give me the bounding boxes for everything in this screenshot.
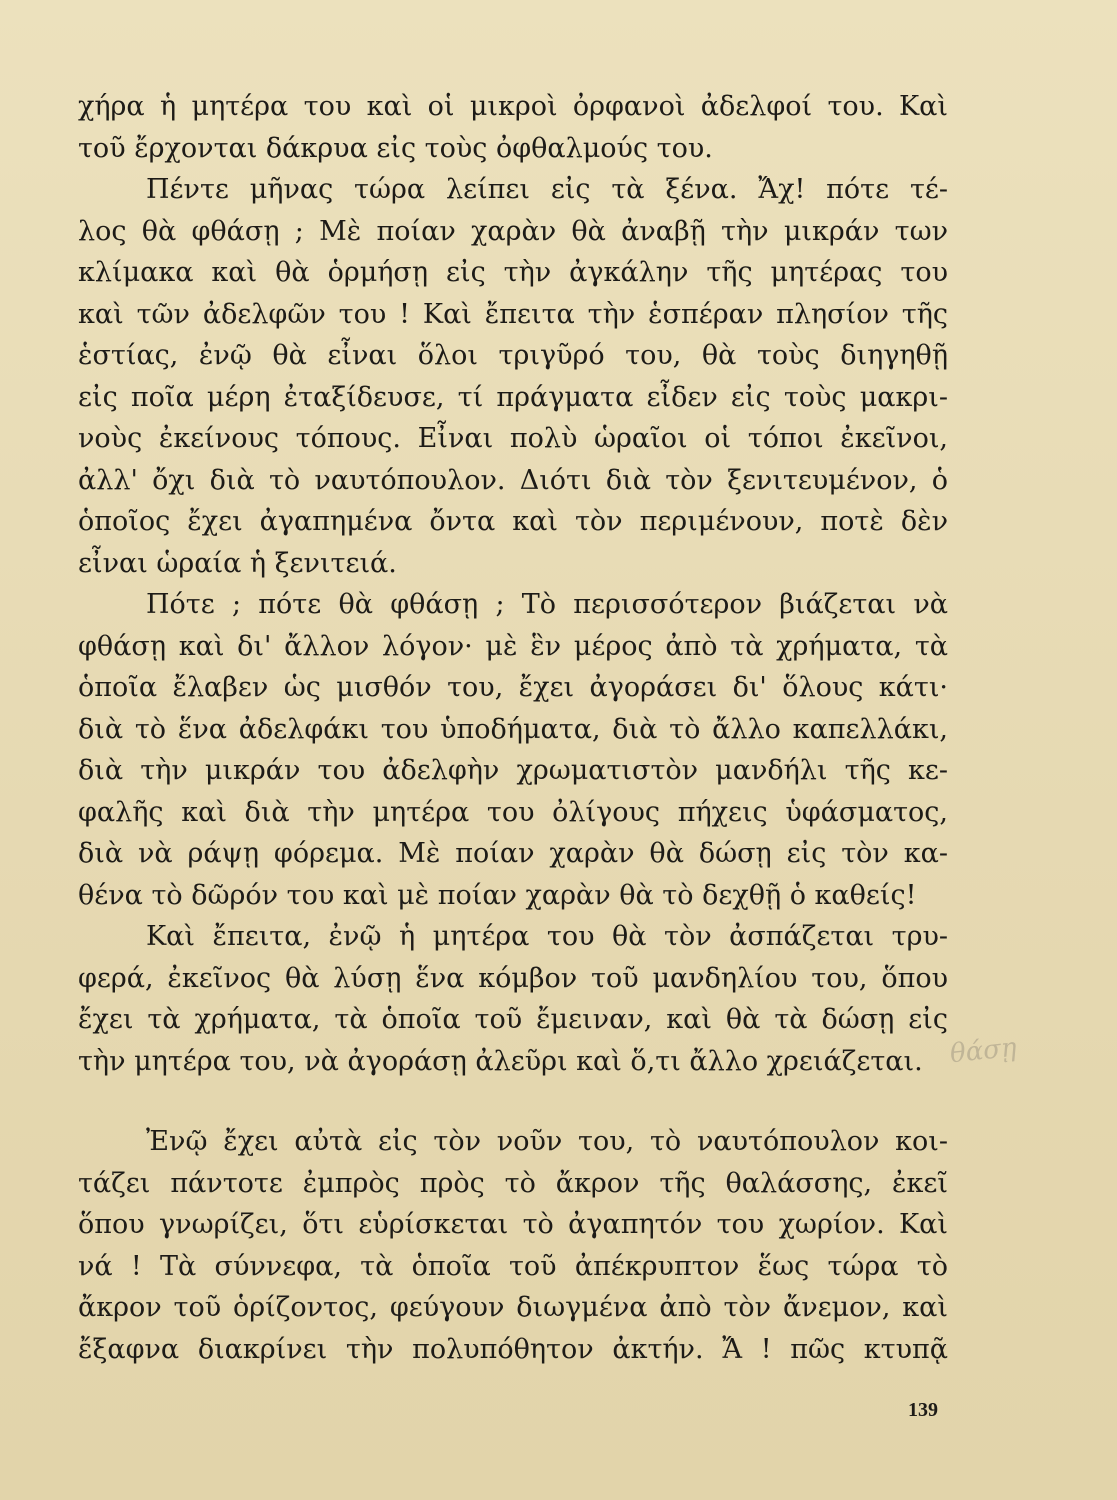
text-line: νά ! Τὰ σύννεφα, τὰ ὁποῖα τοῦ ἀπέκρυπτον ἕως τώρα τὸ (78, 1250, 948, 1282)
page-number: 139 (908, 1399, 938, 1421)
text-line: Πότε ; πότε θὰ φθάσῃ ; Τὸ περισσότερον βιάζεται νὰ (146, 589, 948, 620)
text-line: εἶναι ὡραία ἡ ξενιτειά. (78, 547, 397, 579)
text-line: ἔξαφνα διακρίνει τὴν πολυπόθητον ἀκτήν. Ἄ ! πῶς κτυπᾷ (78, 1333, 948, 1365)
text-line: φαλῆς καὶ διὰ τὴν μητέρα του ὀλίγους πήχεις ὑφάσματος, (78, 796, 948, 828)
text-line: Ἐνῷ ἔχει αὐτὰ εἰς τὸν νοῦν του, τὸ ναυτόπουλον κοι- (146, 1126, 948, 1157)
text-line: διὰ τὸ ἕνα ἀδελφάκι του ὑποδήματα, διὰ τὸ ἄλλο καπελλάκι, (78, 713, 948, 745)
text-line: χήρα ἡ μητέρα του καὶ οἱ μικροὶ ὀρφανοὶ ἀδελφοί του. Καὶ (78, 91, 948, 122)
text-line: τοῦ ἔρχονται δάκρυα εἰς τοὺς ὀφθαλμούς του. (78, 132, 713, 164)
text-line: λος θὰ φθάσῃ ; Μὲ ποίαν χαρὰν θὰ ἀναβῇ τὴν μικράν των (78, 215, 948, 247)
text-line: τὴν μητέρα του, νὰ ἀγοράσῃ ἀλεῦρι καὶ ὅ,τι ἄλλο χρειάζεται. (78, 1045, 923, 1077)
handwritten-margin-note: θάσῃ (948, 1032, 1018, 1070)
text-line: ὅπου γνωρίζει, ὅτι εὑρίσκεται τὸ ἀγαπητόν του χωρίον. Καὶ (78, 1209, 948, 1240)
text-line: κλίμακα καὶ θὰ ὁρμήσῃ εἰς τὴν ἀγκάλην τῆς μητέρας του (78, 257, 948, 288)
text-line: καὶ τῶν ἀδελφῶν του ! Καὶ ἔπειτα τὴν ἑσπέραν πλησίον τῆς (78, 298, 948, 330)
text-line: Καὶ ἔπειτα, ἐνῷ ἡ μητέρα του θὰ τὸν ἀσπάζεται τρυ- (146, 921, 948, 952)
text-line: διὰ τὴν μικράν του ἀδελφὴν χρωματιστὸν μανδήλι τῆς κε- (78, 755, 948, 786)
text-line: Πέντε μῆνας τώρα λείπει εἰς τὰ ξένα. Ἄχ! πότε τέ- (146, 174, 948, 205)
text-line: διὰ νὰ ράψῃ φόρεμα. Μὲ ποίαν χαρὰν θὰ δώσῃ εἰς τὸν κα- (78, 838, 948, 869)
text-line: ἑστίας, ἐνῷ θὰ εἶναι ὅλοι τριγῦρό του, θὰ τοὺς διηγηθῇ (78, 340, 948, 371)
text-line: φθάσῃ καὶ δι' ἄλλον λόγον· μὲ ἓν μέρος ἀπὸ τὰ χρήματα, τὰ (78, 630, 948, 662)
text-line: ἔχει τὰ χρήματα, τὰ ὁποῖα τοῦ ἔμειναν, καὶ θὰ τὰ δώσῃ εἰς (78, 1004, 948, 1035)
text-line: νοὺς ἐκείνους τόπους. Εἶναι πολὺ ὡραῖοι οἱ τόποι ἐκεῖνοι, (78, 423, 948, 454)
text-line: ἀλλ' ὄχι διὰ τὸ ναυτόπουλον. Διότι διὰ τὸν ξενιτευμένον, ὁ (78, 464, 948, 496)
text-line: τάζει πάντοτε ἐμπρὸς πρὸς τὸ ἄκρον τῆς θαλάσσης, ἐκεῖ (78, 1167, 948, 1199)
text-block-bottom (78, 1121, 948, 1370)
text-line: ἄκρον τοῦ ὁρίζοντος, φεύγουν διωγμένα ἀπὸ τὸν ἄνεμον, καὶ (78, 1292, 948, 1323)
text-block-top (78, 86, 948, 1082)
text-line: ὁποῖος ἔχει ἀγαπημένα ὄντα καὶ τὸν περιμένουν, ποτὲ δὲν (78, 506, 948, 537)
text-line: εἰς ποῖα μέρη ἐταξίδευσε, τί πράγματα εἶδεν εἰς τοὺς μακρι- (78, 381, 948, 413)
text-line: φερά, ἐκεῖνος θὰ λύσῃ ἕνα κόμβον τοῦ μανδηλίου του, ὅπου (78, 962, 948, 994)
text-line: θένα τὸ δῶρόν του καὶ μὲ ποίαν χαρὰν θὰ τὸ δεχθῇ ὁ καθείς! (78, 879, 917, 911)
text-line: ὁποῖα ἔλαβεν ὡς μισθόν του, ἔχει ἀγοράσει δι' ὅλους κάτι· (78, 672, 948, 703)
